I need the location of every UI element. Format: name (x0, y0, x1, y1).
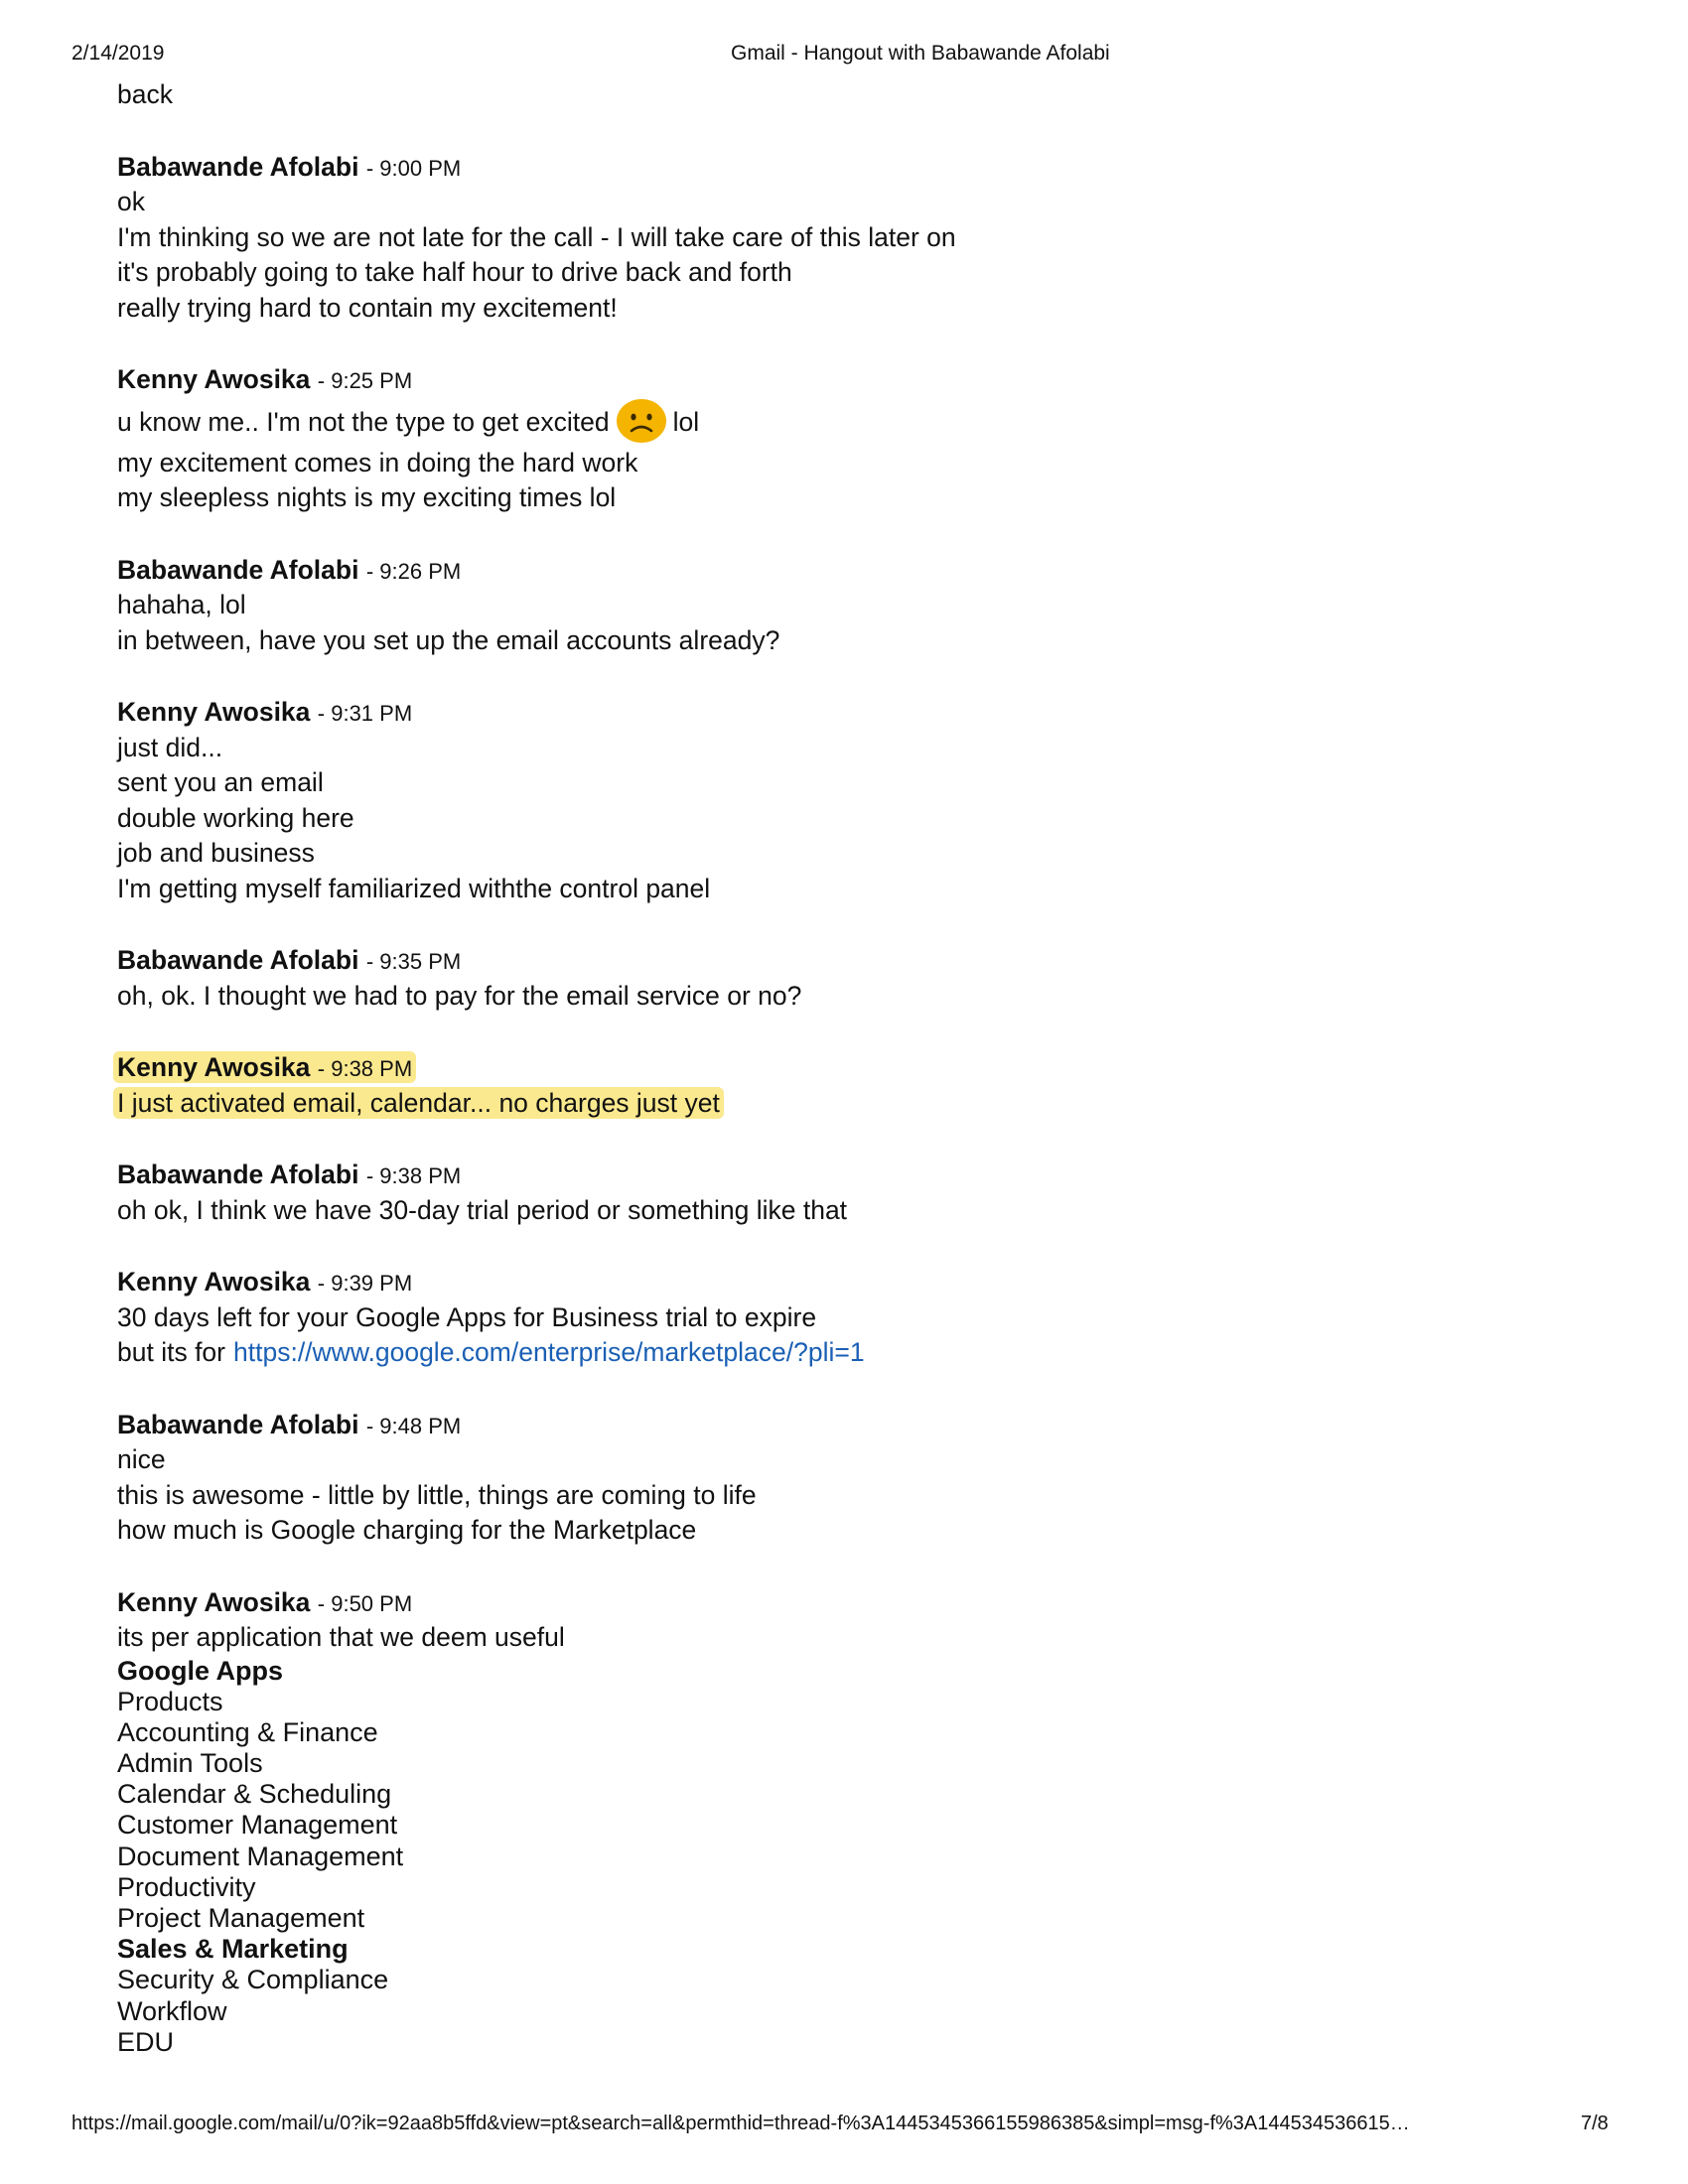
message-line: I'm getting myself familiarized withthe control panel (117, 873, 711, 903)
message (117, 1408, 1587, 1549)
list-item: EDU (117, 2026, 175, 2057)
message-line: oh, ok. I thought we had to pay for the email service or no? (117, 980, 802, 1011)
message-line: sent you an email (117, 767, 324, 797)
message-text: but its for (117, 1337, 225, 1367)
list-item: Workflow (117, 1995, 227, 2026)
marketplace-link[interactable]: https://www.google.com/enterprise/marketplace/?pli=1 (233, 1337, 865, 1367)
hangout-thread (117, 77, 1587, 2058)
list-item: Productivity (117, 1871, 256, 1902)
message-time: - 9:48 PM (365, 1413, 462, 1438)
list-item: Sales & Marketing (117, 1934, 349, 1965)
message-sender: Kenny Awosika (117, 364, 311, 394)
message-sender: Kenny Awosika (117, 1267, 311, 1297)
message-line: ok (117, 187, 145, 216)
message-line: job and business (117, 838, 315, 868)
list-item: Document Management (117, 1841, 404, 1871)
continuation-line: back (117, 79, 173, 109)
message-sender: Babawande Afolabi (117, 945, 359, 975)
list-item: Security & Compliance (117, 1965, 389, 1995)
message (117, 150, 1587, 327)
message-line: my excitement comes in doing the hard work (117, 447, 638, 478)
message-sender: Kenny Awosika (117, 697, 311, 727)
message-line: just did... (117, 732, 223, 762)
list-item: Products (117, 1686, 223, 1716)
message-sender: Babawande Afolabi (117, 1160, 359, 1189)
message-time: - 9:38 PM (365, 1163, 462, 1188)
message (117, 695, 1587, 906)
highlight-mark (113, 1051, 416, 1083)
page-number: 7/8 (1581, 2113, 1609, 2134)
list-item: Google Apps (117, 1655, 283, 1686)
message-sender: Kenny Awosika (117, 1586, 311, 1617)
message-line: I just activated email, calendar... no charges just yet (113, 1087, 724, 1119)
message-line: hahaha, lol (117, 590, 246, 619)
message (117, 943, 1587, 1014)
message-line: really trying hard to contain my excitement! (117, 292, 618, 323)
list-item: Customer Management (117, 1810, 398, 1841)
message-line: its per application that we deem useful (117, 1622, 565, 1652)
message-line: oh ok, I think we have 30-day trial period or something like that (117, 1194, 848, 1225)
message-text: lol (672, 406, 700, 437)
message-text: u know me.. I'm not the type to get excited (117, 406, 610, 437)
message (117, 553, 1587, 659)
message (117, 362, 1587, 516)
message-time: - 9:25 PM (317, 368, 413, 393)
message-line: my sleepless nights is my exciting times lol (117, 482, 617, 512)
print-date: 2/14/2019 (71, 42, 165, 65)
message-time: - 9:35 PM (365, 949, 462, 974)
list-item: Admin Tools (117, 1748, 263, 1779)
message-line-with-emoji (117, 398, 1587, 446)
message (117, 1585, 1587, 2058)
message-sender: Kenny Awosika (117, 1052, 311, 1082)
message-time: - 9:26 PM (365, 558, 462, 584)
message-line-with-link (117, 1335, 1587, 1371)
message (117, 1158, 1587, 1228)
message (117, 1265, 1587, 1371)
message-line: in between, have you set up the email accounts already? (117, 624, 780, 655)
message-time: - 9:50 PM (317, 1590, 413, 1616)
marketplace-category-list (117, 1656, 1587, 2058)
print-title: Gmail - Hangout with Babawande Afolabi (731, 42, 1110, 65)
message-time: - 9:31 PM (317, 701, 413, 726)
message-sender: Babawande Afolabi (117, 1409, 359, 1439)
message-time: - 9:38 PM (317, 1056, 413, 1081)
sad-face-icon (616, 398, 667, 444)
message-line: double working here (117, 802, 354, 833)
highlighted-message (117, 1050, 1587, 1121)
message-line: I'm thinking so we are not late for the call - I will take care of this later on (117, 221, 956, 252)
message-line: 30 days left for your Google Apps for Business trial to expire (117, 1301, 817, 1332)
list-item: Calendar & Scheduling (117, 1779, 392, 1810)
message-time: - 9:39 PM (317, 1271, 413, 1296)
print-url: https://mail.google.com/mail/u/0?ik=92aa8b5ffd&view=pt&search=all&permthid=thread-f%3A1445345366155986385&simpl=msg-f%3A144534536615… (71, 2113, 1410, 2134)
message-time: - 9:00 PM (365, 155, 462, 181)
message-line: it's probably going to take half hour to drive back and forth (117, 257, 792, 287)
message-line: how much is Google charging for the Marketplace (117, 1515, 697, 1545)
list-item: Project Management (117, 1903, 365, 1933)
message-sender: Babawande Afolabi (117, 554, 359, 585)
message-sender: Babawande Afolabi (117, 151, 359, 182)
message-line: nice (117, 1444, 166, 1474)
message-line: this is awesome - little by little, things are coming to life (117, 1479, 757, 1510)
list-item: Accounting & Finance (117, 1716, 378, 1747)
